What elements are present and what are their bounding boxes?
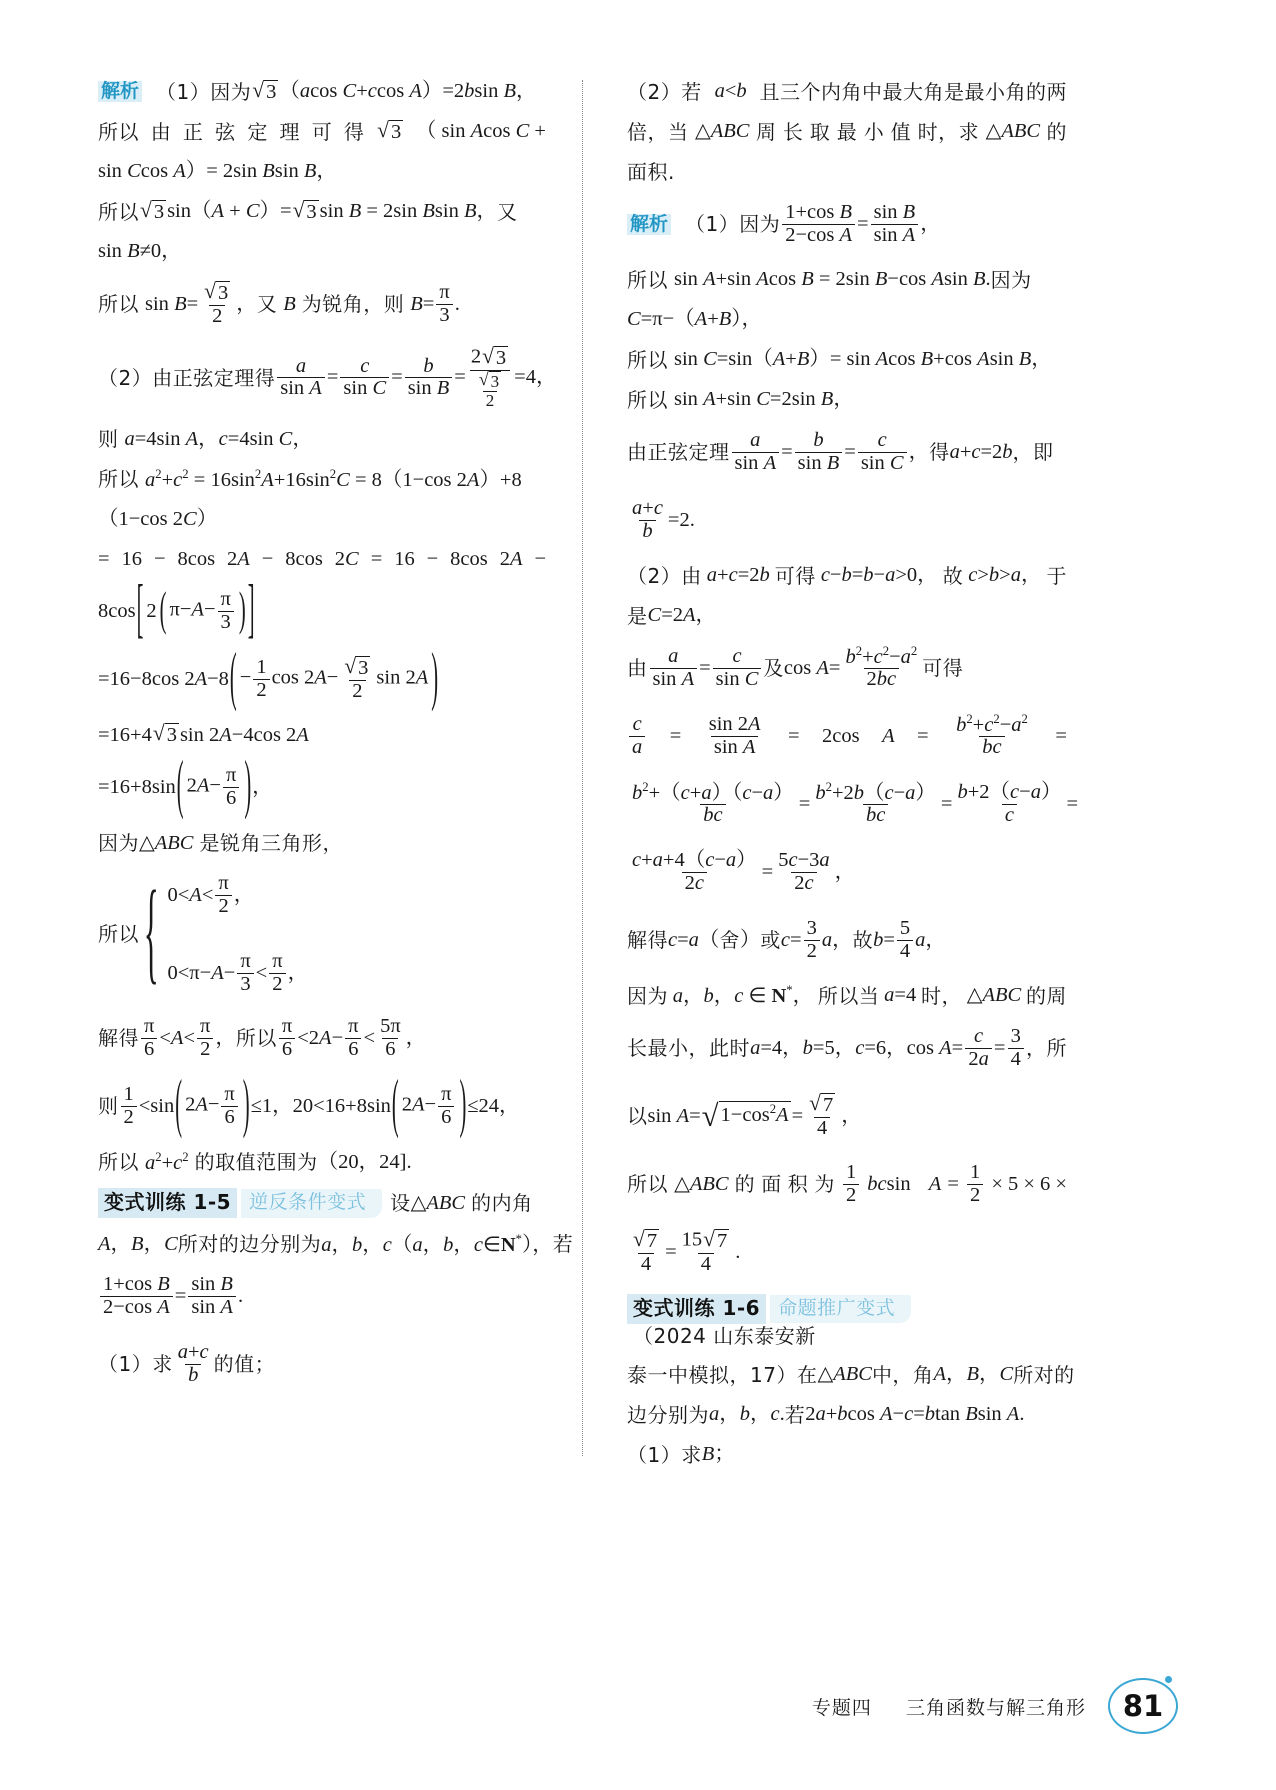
page-number-badge bbox=[1108, 1678, 1178, 1734]
solution-line: 解析 （1）因为 √ 3 （acos C+ccos A）=2bsin B， bbox=[98, 78, 546, 105]
solution-line: =16+4 √ 3 sin 2A−4cos 2A bbox=[98, 721, 309, 747]
solution-line: 因为 a，b，c ∈ N*， 所以当 a=4 时， △ABC 的周 bbox=[627, 983, 1067, 1008]
exercise-badge-subtype: 命题推广变式 bbox=[770, 1295, 911, 1324]
solution-line: $\frac{a+c}{b}$ =2. bbox=[632, 496, 695, 542]
solution-line: =16+8sin ( 2A− $\frac{\pi}{6}$ ) ， bbox=[98, 751, 273, 822]
solution-line: 所以 △ABC 的 面 积 为 $\frac{1}{2}$ bcsin A = $\frac{1}{2}$ × 5 × 6 × bbox=[627, 1160, 1067, 1206]
jiexi-tag: 解析 bbox=[98, 81, 142, 102]
solution-line: 解得 c=a（ 舍 ） 或 c= $\frac{3}{2}$ a， 故 b= $\frac{5}{4}$ a， bbox=[627, 916, 946, 962]
inequality-system: 所以 { 0<A< $\frac{\pi}{2}$ ， 0<π−A− $\frac{\pi}{3}$ < $\frac{\pi}{2}$ ， bbox=[98, 868, 309, 996]
solution-line: 所以 sin A+sin Acos B = 2sin B−cos Asin B. 因为 bbox=[627, 267, 1032, 292]
page-number: 81 bbox=[1122, 1689, 1164, 1723]
two-column-body bbox=[98, 77, 1178, 1467]
left-column bbox=[98, 77, 574, 1456]
solution-line: 所以 $a^2+c^2 = 16\sin^2A+16\sin^2C = 8(1-\cos$ 2A）+8 bbox=[98, 466, 522, 491]
page-footer bbox=[98, 1678, 1178, 1734]
solution-line: 所以 √ 3 sin（A + C）= √ 3 sin B = 2sin Bsin B， 又 bbox=[98, 197, 518, 224]
exercise-badge-subtype: 逆反条件变式 bbox=[241, 1189, 382, 1218]
solution-line: （2）由正弦定理得 $\frac{a}{\text{sin A}}$ = $\frac{c}{\text{sin C}}$ = $\frac{b}{\text{sin B}}$ = 2 √ 3 √ 3 2 =4， bbox=[98, 344, 557, 410]
solution-line: = 16 − 8cos 2A − 8cos 2C = 16 − 8cos 2A − bbox=[98, 547, 546, 570]
footer-chapter: 专题四 bbox=[811, 1696, 872, 1719]
solution-line: 由正弦定理 $\frac{a}{\text{sin A}}$ = $\frac{b}{\text{sin B}}$ = $\frac{c}{\text{sin C}}$ ， 得 a+c=2b ，即 bbox=[627, 428, 1054, 474]
column-divider bbox=[582, 80, 583, 1456]
footer-title: 三角函数与解三角形 bbox=[905, 1696, 1086, 1719]
jiexi-tag: 解析 bbox=[627, 214, 671, 235]
solution-line: 解析 （1）因为 $\frac{\text{1+cos B}}{\text{2−cos A}}$ = $\frac{\text{sin B}}{\text{sin A}}$ ， bbox=[627, 198, 1067, 250]
exercise-header-1-6: 变式训练 1-6 命题推广变式 （2024 山东泰安新 bbox=[627, 1294, 1067, 1349]
solution-line: 所以 sin C=sin（A+B）= sin Acos B+cos Asin B， bbox=[627, 347, 1052, 372]
solution-line: 8cos [ 2 ( π−A− $\frac{\pi}{3}$ ) ] bbox=[98, 575, 255, 646]
solution-line: $\frac{c}{a}$ = $\frac{\sin 2A}{\text{sin A}}$ = 2cos A = $\frac{b^2+c^2-a^2}{bc}$ = bbox=[627, 710, 1067, 762]
solution-line: A，B，C 所对的边分别为 a，b，c（a，b，c∈N*）， 若 bbox=[98, 1231, 574, 1256]
right-column bbox=[597, 78, 1079, 1467]
solution-line: 是 C=2A， bbox=[627, 603, 717, 628]
solution-line: （1）求 $\frac{a+c}{b}$ 的值； bbox=[98, 1341, 276, 1386]
exercise-badge-label: 变式训练 1-6 bbox=[627, 1294, 766, 1324]
footer-breadcrumb bbox=[812, 1693, 1086, 1720]
solution-line: 所以 由 正 弦 定 理 可 得 √ 3 （ sin Acos C + bbox=[98, 117, 546, 144]
solution-line: sin Ccos A）= 2sin Bsin B， bbox=[98, 160, 337, 183]
solution-line: 以 sin A= √ $1-\cos^2A$ = √ 7 4 ， bbox=[627, 1090, 862, 1139]
solution-line: 泰一中模拟，17）在 △ABC 中，角 A，B，C 所对的 bbox=[627, 1362, 1075, 1387]
solution-line: $\frac{b^2+(c+a)(c-a)}{bc}$ = $\frac{b^2+2b(c-a)}{bc}$ = $\frac{b+2(c-a)}{c}$ = bbox=[632, 780, 1079, 827]
solution-line: 由 $\frac{a}{\text{sin A}}$ = $\frac{c}{\text{sin C}}$ 及 cos A= $\frac{b^2+c^2-a^2}{2bc}$ 可得 bbox=[627, 644, 964, 691]
exercise-badge-label: 变式训练 1-5 bbox=[98, 1188, 237, 1218]
solution-line: 边分别为 a，b，c. 若 2a+bcos A−c=btan Bsin A. bbox=[627, 1402, 1025, 1427]
solution-line: 所以 sin B= √ 3 2 ， 又 B 为锐角，则 B= $\frac{\pi}{3}$ . bbox=[98, 278, 460, 327]
solution-line: 面积. bbox=[627, 159, 675, 184]
solution-line: 则 a=4sin A，c=4sin C， bbox=[98, 426, 313, 451]
solution-line: 倍，当 △ABC 周 长 取 最 小 值 时，求 △ABC 的 bbox=[627, 119, 1067, 144]
solution-line: 则 $\frac{1}{2}$ <sin ( 2A− $\frac{\pi}{6}$ ) ≤1，20<16+8sin ( 2A− $\frac{\pi}{6}$ ) ≤24， bbox=[98, 1070, 520, 1141]
solution-line: sin B≠0， bbox=[98, 240, 182, 263]
solution-line: 长最小，此时 a=4，b=5，c=6，cos A= $\frac{c}{2a}$ = $\frac{3}{4}$ ，所 bbox=[627, 1024, 1067, 1070]
solution-line: 所以 sin A+sin C=2sin B， bbox=[627, 387, 854, 412]
solution-line: =16−8cos 2A−8 ( − $\frac{1}{2}$ cos 2A− √ 3 2 sin 2A ) bbox=[98, 643, 439, 714]
exercise-header-1-5: 变式训练 1-5 逆反条件变式 设 △ABC 的内角 bbox=[98, 1188, 546, 1218]
solution-line: 解得 $\frac{\pi}{6}$ <A< $\frac{\pi}{2}$ ， 所以 $\frac{\pi}{6}$ <2A− $\frac{\pi}{6}$ < $\frac{5\pi}{6}$ ， bbox=[98, 1015, 427, 1060]
solution-line: （2）由 a+c=2b 可得 c−b=b−a>0， 故 c>b>a， 于 bbox=[627, 563, 1067, 588]
solution-line: √ 7 4 = 15 √ 7 4 . bbox=[633, 1226, 741, 1275]
solution-line: （1）求 B； bbox=[627, 1442, 735, 1467]
solution-line: C=π−（A+B）， bbox=[627, 308, 763, 331]
solution-line: （2）若 a<b 且三个内角中最大角是最小角的两 bbox=[627, 79, 1067, 104]
solution-line: 所以 $a^2+c^2$ 的取值范围为 （20，24]. bbox=[98, 1149, 412, 1174]
solution-line: （1−cos 2C） bbox=[98, 507, 218, 530]
solution-line: $\frac{\text{1+cos B}}{\text{2−cos A}}$ = $\frac{\text{sin B}}{\text{sin A}}$ . bbox=[98, 1270, 546, 1322]
solution-line: $\frac{c+a+4(c-a)}{2c}$ = $\frac{5c-3a}{2c}$ ， bbox=[632, 848, 856, 894]
solution-line: 因为 △ABC 是锐角三角形， bbox=[98, 830, 343, 855]
